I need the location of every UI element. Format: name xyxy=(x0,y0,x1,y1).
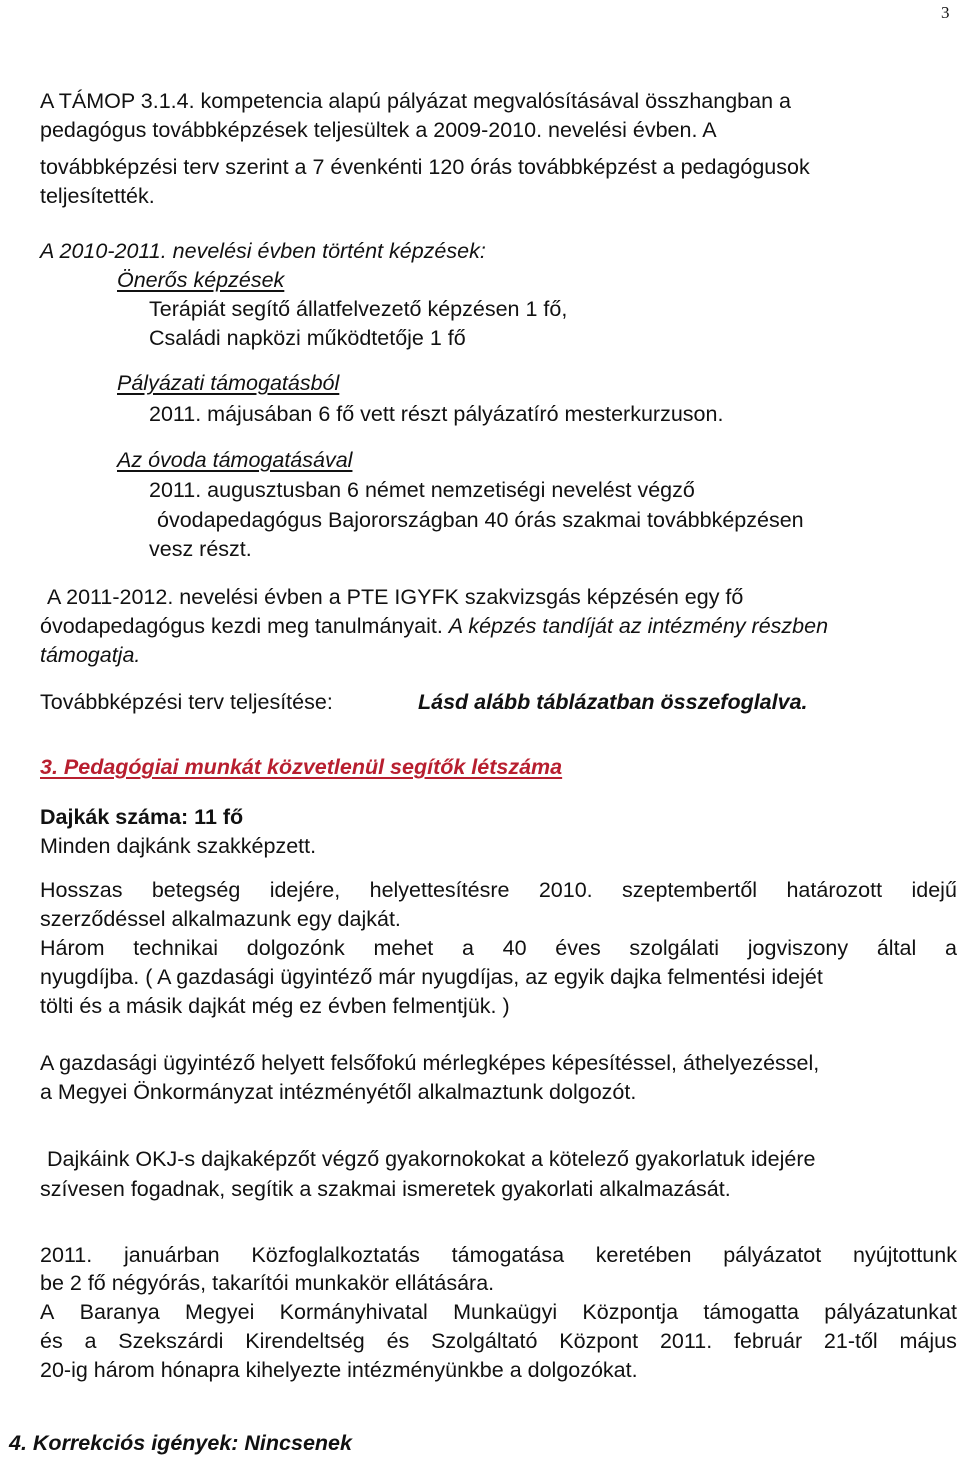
retirement-line-1-word: Három xyxy=(40,936,105,960)
public-work-line-1-word: támogatása xyxy=(451,1243,565,1267)
retirement-line-1-word: jogviszony xyxy=(747,936,849,960)
grant-funded-text: 2011. májusában 6 fő vett részt pályázatíró mesterkurzuson. xyxy=(149,402,724,426)
intro-line-4: teljesítették. xyxy=(40,184,155,208)
self-funded-title: Önerős képzések xyxy=(117,268,285,292)
trainees-line-2: szívesen fogadnak, segítik a szakmai ismeretek gyakorlati alkalmazását. xyxy=(40,1177,731,1201)
kindergarten-funded-line-1: 2011. augusztusban 6 német nemzetiségi nevelést végző xyxy=(149,478,695,502)
intro-line-3: továbbképzési terv szerint a 7 évenkénti 120 órás továbbképzést a pedagógusok xyxy=(40,155,810,179)
public-work-line-3-word: pályázatunkat xyxy=(824,1300,957,1324)
retirement-line-3: tölti és a másik dajkát még ez évben felmentjük. ) xyxy=(40,994,510,1018)
year-2011-2012-line-2-plain: óvodapedagógus kezdi meg tanulmányait. xyxy=(40,614,443,638)
public-work-line-4-word: a xyxy=(84,1329,97,1353)
sick-leave-line-1-word: Hosszas xyxy=(40,878,123,902)
public-work-line-4-word: Kirendeltség xyxy=(245,1329,365,1353)
public-work-line-3-word: Megyei xyxy=(185,1300,255,1324)
trainings-heading: A 2010-2011. nevelési évben történt képzések: xyxy=(40,239,486,263)
section-4-heading: 4. Korrekciós igények: Nincsenek xyxy=(9,1431,352,1455)
public-work-line-3-word: Baranya xyxy=(79,1300,160,1324)
public-work-line-1-word: januárban xyxy=(123,1243,220,1267)
retirement-line-1-word: a xyxy=(461,936,474,960)
public-work-line-4-word: május xyxy=(899,1329,957,1353)
public-work-line-4 xyxy=(40,1327,957,1356)
public-work-line-1-word: nyújtottunk xyxy=(852,1243,957,1267)
public-work-line-1-word: Közfoglalkoztatás xyxy=(251,1243,420,1267)
public-work-line-1-word: keretében xyxy=(595,1243,692,1267)
public-work-line-4-word: és xyxy=(386,1329,410,1353)
year-2011-2012-line-2 xyxy=(40,612,828,641)
intro-line-1: A TÁMOP 3.1.4. kompetencia alapú pályázat megvalósításával összhangban a xyxy=(40,89,791,113)
page-number: 3 xyxy=(941,3,950,22)
nanny-count: Dajkák száma: 11 fő xyxy=(40,805,244,829)
sick-leave-line-1-word: határozott xyxy=(786,878,883,902)
retirement-line-2: nyugdíjba. ( A gazdasági ügyintéző már nyugdíjas, az egyik dajka felmentési idejét xyxy=(40,965,823,989)
self-funded-item-1: Terápiát segítő állatfelvezető képzésen 1 fő, xyxy=(149,297,568,321)
trainees-line-1: Dajkáink OKJ-s dajkaképzőt végző gyakornokokat a kötelező gyakorlatuk idejére xyxy=(47,1147,816,1171)
intro-line-2: pedagógus továbbképzések teljesültek a 2009-2010. nevelési évben. A xyxy=(40,118,717,142)
public-work-line-4-word: Szolgáltató xyxy=(431,1329,538,1353)
sick-leave-line-1-word: betegség xyxy=(151,878,241,902)
public-work-line-2: be 2 fő négyórás, takarítói munkakör ellátására. xyxy=(40,1271,495,1295)
retirement-line-1-word: mehet xyxy=(373,936,434,960)
nanny-qualified: Minden dajkánk szakképzett. xyxy=(40,834,317,858)
public-work-line-5: 20-ig három hónapra kihelyezte intézményünkbe a dolgozókat. xyxy=(40,1358,638,1382)
kindergarten-funded-line-3: vesz részt. xyxy=(149,537,252,561)
retirement-line-1-word: dolgozónk xyxy=(246,936,345,960)
plan-fulfilment-label: Továbbképzési terv teljesítése: xyxy=(40,690,333,714)
section-3-heading: 3. Pedagógiai munkát közvetlenül segítők létszáma xyxy=(40,755,563,779)
public-work-line-4-word: február xyxy=(733,1329,803,1353)
sick-leave-line-1 xyxy=(40,876,957,905)
sick-leave-line-1-word: 2010. xyxy=(538,878,593,902)
grant-funded-title: Pályázati támogatásból xyxy=(117,371,340,395)
sick-leave-line-1-word: helyettesítésre xyxy=(369,878,510,902)
sick-leave-line-1-word: idejű xyxy=(911,878,957,902)
retirement-line-1-word: által xyxy=(876,936,917,960)
public-work-line-1-word: pályázatot xyxy=(723,1243,822,1267)
public-work-line-3-word: Kormányhivatal xyxy=(279,1300,428,1324)
sick-leave-line-1-word: idejére, xyxy=(269,878,341,902)
public-work-line-3-word: Munkaügyi xyxy=(453,1300,558,1324)
retirement-line-1-word: technikai xyxy=(133,936,219,960)
public-work-line-3-word: támogatta xyxy=(703,1300,799,1324)
retirement-line-1-word: a xyxy=(945,936,957,960)
public-work-line-4-word: Szekszárdi xyxy=(118,1329,224,1353)
admin-hire-line-1: A gazdasági ügyintéző helyett felsőfokú mérlegképes képesítéssel, áthelyezéssel, xyxy=(40,1051,820,1075)
retirement-line-1-word: 40 xyxy=(502,936,527,960)
public-work-line-4-word: Központ xyxy=(559,1329,639,1353)
self-funded-item-2: Családi napközi működtetője 1 fő xyxy=(149,326,466,350)
year-2011-2012-line-3: támogatja. xyxy=(40,643,141,667)
sick-leave-line-1-word: szeptembertől xyxy=(622,878,758,902)
kindergarten-funded-line-2: óvodapedagógus Bajorországban 40 órás szakmai továbbképzésen xyxy=(157,508,804,532)
retirement-line-1 xyxy=(40,934,957,963)
public-work-line-3-word: A xyxy=(40,1300,55,1324)
sick-leave-line-2: szerződéssel alkalmazunk egy dajkát. xyxy=(40,907,401,931)
public-work-line-3-word: Központja xyxy=(582,1300,679,1324)
retirement-line-1-word: szolgálati xyxy=(629,936,720,960)
public-work-line-4-word: 2011. xyxy=(659,1329,713,1353)
year-2011-2012-line-2-italic: A képzés tandíját az intézmény részben xyxy=(448,614,829,638)
plan-fulfilment-value: Lásd alább táblázatban összefoglalva. xyxy=(418,690,808,714)
admin-hire-line-2: a Megyei Önkormányzat intézményétől alkalmaztunk dolgozót. xyxy=(40,1080,637,1104)
public-work-line-1 xyxy=(40,1241,957,1270)
public-work-line-4-word: és xyxy=(40,1329,63,1353)
year-2011-2012-line-1: A 2011-2012. nevelési évben a PTE IGYFK szakvizsgás képzésén egy fő xyxy=(47,585,744,609)
public-work-line-1-word: 2011. xyxy=(40,1243,93,1267)
retirement-line-1-word: éves xyxy=(555,936,601,960)
kindergarten-funded-title: Az óvoda támogatásával xyxy=(117,448,353,472)
public-work-line-3 xyxy=(40,1298,957,1327)
public-work-line-4-word: 21-től xyxy=(823,1329,878,1353)
